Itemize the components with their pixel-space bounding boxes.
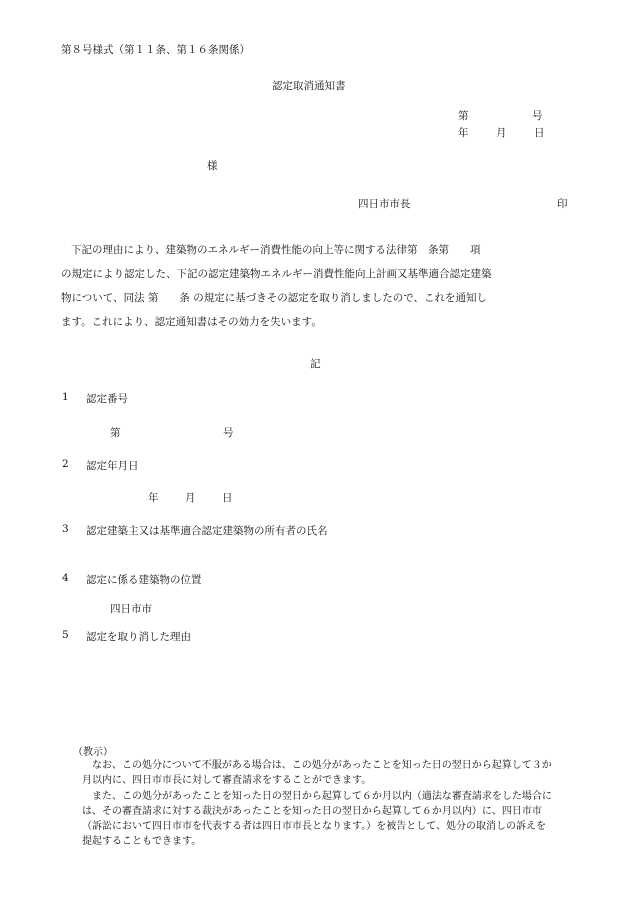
item-4-number: 4 [62,572,69,584]
item-1-prefix: 第 [110,427,121,439]
body-line: 物について、同法 第 条 の規定に基づきその認定を取り消しましたので、これを通知し [61,292,488,304]
item-1-label: 認定番号 [86,393,128,405]
item-2-day: 日 [222,492,233,504]
number-prefix: 第 [458,110,469,122]
date-day: 日 [534,127,545,139]
instruction-paragraph: なお、この処分について不服がある場合は、この処分があったことを知った日の翌日から起算して３か月以内に、四日市市長に対して審査請求をすることができます。 [82,760,552,787]
body-line: の規定により認定した、下記の認定建築物エネルギー消費性能向上計画又基準適合認定建築 [61,268,492,280]
seal-mark: 印 [557,198,568,210]
form-label: 第８号様式（第１１条、第１６条関係） [61,44,250,56]
item-5-number: 5 [62,629,69,641]
date-year: 年 [458,127,469,139]
addressee-suffix: 様 [207,160,218,172]
item-1-number: 1 [62,391,69,403]
item-2-number: 2 [62,458,69,470]
item-3-label: 認定建築主又は基準適合認定建築物の所有者の氏名 [86,525,328,537]
item-2-year: 年 [148,492,159,504]
item-3-number: 3 [62,523,69,535]
item-4-location: 四日市市 [110,603,152,615]
ki-heading: 記 [310,358,321,370]
item-1-suffix: 号 [223,427,234,439]
item-2-label: 認定年月日 [86,460,139,472]
number-suffix: 号 [532,110,543,122]
body-paragraph [61,238,571,334]
sender-name: 四日市市長 [358,198,411,210]
instruction-paragraph: また、この処分があったことを知った日の翌日から起算して６か月以内（適法な審査請求をした場合には、その審査請求に対する裁決があったことを知った日の翌日から起算して６か月以内）に、四日市市（訴訟において四日市市を代表する者は四日市市長となります。）を被告として、処分の取消しの訴えを提起することもできます。 [82,790,552,848]
body-line: ます。これにより、認定通知書はその効力を失います。 [61,316,322,328]
instruction-heading: （教示） [73,747,113,758]
instruction-body [82,758,554,850]
body-line: 下記の理由により、建築物のエネルギー消費性能の向上等に関する法律第 条第 項 [71,244,481,256]
item-2-month: 月 [185,492,196,504]
date-month: 月 [496,127,507,139]
document-title: 認定取消通知書 [272,80,346,92]
item-5-label: 認定を取り消した理由 [86,631,191,643]
item-4-label: 認定に係る建築物の位置 [86,574,202,586]
